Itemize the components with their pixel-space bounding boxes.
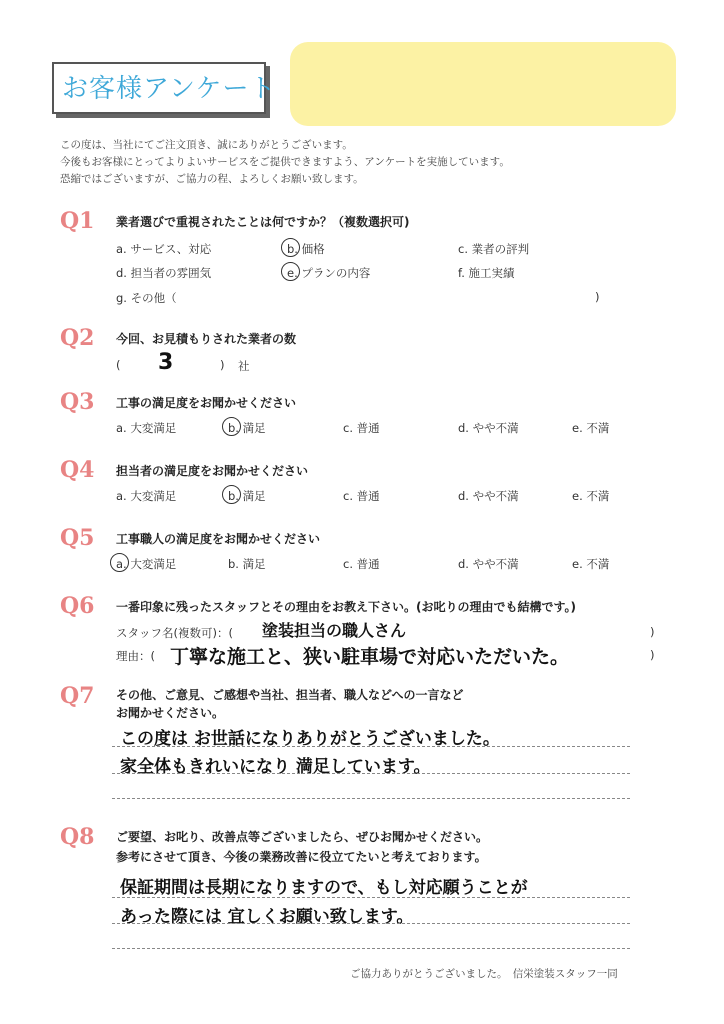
q7-answer-line-1[interactable]: この度は お世話になりありがとうございました。 [120, 729, 500, 749]
q5-option-d[interactable]: d. やや不満 [458, 557, 519, 571]
q1-option-b-circle [281, 238, 300, 257]
q6-reason-close: ) [650, 648, 655, 662]
q2-answer[interactable]: 3 [158, 350, 174, 375]
q6-reason-answer[interactable]: 丁寧な施工と、狭い駐車場で対応いただいた。 [170, 646, 570, 668]
q3-option-a[interactable]: a. 大変満足 [116, 421, 177, 435]
q5-question: 工事職人の満足度をお聞かせください [116, 532, 321, 546]
q4-option-c[interactable]: c. 普通 [343, 489, 380, 503]
q8-answer-line-1[interactable]: 保証期間は長期になりますので、もし対応願うことが [120, 878, 528, 898]
q1-option-e-circle [281, 262, 300, 281]
q7-answer-line-2[interactable]: 家全体もきれいになり 満足しています。 [120, 757, 431, 777]
q1-option-b[interactable]: b. 価格 [287, 242, 325, 256]
q1-other-close: ) [595, 290, 600, 304]
q8-question-line-1: ご要望、お叱り、改善点等ございましたら、ぜひお聞かせください。 [116, 830, 489, 844]
q8-rule-1 [112, 897, 630, 898]
q4-option-e[interactable]: e. 不満 [572, 489, 610, 503]
q6-question: 一番印象に残ったスタッフとその理由をお教え下さい。(お叱りの理由でも結構です。) [116, 600, 577, 614]
page-title: お客様アンケート [62, 74, 277, 104]
q7-rule-1 [112, 746, 630, 747]
q5-option-c[interactable]: c. 普通 [343, 557, 380, 571]
q3-option-d[interactable]: d. やや不満 [458, 421, 519, 435]
q1-number: Q1 [60, 208, 95, 234]
q4-option-b-circle [222, 485, 241, 504]
q3-option-b[interactable]: b. 満足 [228, 421, 266, 435]
q1-option-f[interactable]: f. 施工実績 [458, 266, 515, 280]
q6-staff-close: ) [650, 625, 655, 639]
intro-line-2: 今後もお客様にとってよりよいサービスをご提供できますよう、アンケートを実施しています。 [60, 156, 510, 168]
q4-option-d[interactable]: d. やや不満 [458, 489, 519, 503]
q8-number: Q8 [60, 824, 95, 850]
q6-number: Q6 [60, 593, 95, 619]
q2-close-paren: ) [220, 358, 225, 372]
q2-number: Q2 [60, 325, 95, 351]
q4-question: 担当者の満足度をお聞かせください [116, 464, 309, 478]
q5-option-e[interactable]: e. 不満 [572, 557, 610, 571]
q1-option-g[interactable]: g. その他（ [116, 291, 177, 305]
q2-open-paren: ( [116, 358, 121, 372]
q3-option-c[interactable]: c. 普通 [343, 421, 380, 435]
q5-option-a-circle [110, 553, 129, 572]
q4-option-a[interactable]: a. 大変満足 [116, 489, 177, 503]
q7-rule-2 [112, 773, 630, 774]
q2-question: 今回、お見積もりされた業者の数 [116, 332, 297, 346]
q2-unit: 社 [238, 359, 250, 373]
q3-question: 工事の満足度をお聞かせください [116, 396, 297, 410]
q8-answer-line-2[interactable]: あった際には 宜しくお願い致します。 [120, 907, 414, 927]
q7-question-line-1: その他、ご意見、ご感想や当社、担当者、職人などへの一言など [116, 688, 464, 702]
q8-rule-3 [112, 948, 630, 949]
q1-question: 業者選びで重視されたことは何ですか？（複数選択可) [116, 215, 410, 229]
q7-rule-3 [112, 798, 630, 799]
q1-option-d[interactable]: d. 担当者の雰囲気 [116, 266, 212, 280]
q5-number: Q5 [60, 525, 95, 551]
q7-question-line-2: お聞かせください。 [116, 706, 225, 720]
q6-staff-label: スタッフ名(複数可)：( [116, 626, 233, 640]
intro-line-3: 恐縮ではございますが、ご協力の程、よろしくお願い致します。 [60, 173, 364, 185]
footer-thanks: ご協力ありがとうございました。 信栄塗装スタッフ一同 [350, 968, 618, 980]
q1-option-c[interactable]: c. 業者の評判 [458, 242, 530, 256]
q3-number: Q3 [60, 389, 95, 415]
q1-option-e[interactable]: e. プランの内容 [287, 266, 371, 280]
q6-staff-answer[interactable]: 塗装担当の職人さん [262, 621, 407, 640]
q5-option-b[interactable]: b. 満足 [228, 557, 266, 571]
q4-number: Q4 [60, 457, 95, 483]
q5-option-a[interactable]: a. 大変満足 [116, 557, 177, 571]
q7-number: Q7 [60, 683, 95, 709]
q1-option-a[interactable]: a. サービス、対応 [116, 242, 212, 256]
intro-text [60, 137, 510, 188]
q6-reason-label: 理由：( [116, 649, 155, 663]
q4-option-b[interactable]: b. 満足 [228, 489, 266, 503]
q3-option-e[interactable]: e. 不満 [572, 421, 610, 435]
q8-rule-2 [112, 923, 630, 924]
q8-question-line-2: 参考にさせて頂き、今後の業務改善に役立てたいと考えております。 [116, 850, 487, 864]
yellow-note-box [290, 42, 676, 126]
intro-line-1: この度は、当社にてご注文頂き、誠にありがとうございます。 [60, 139, 353, 151]
q3-option-b-circle [222, 417, 241, 436]
